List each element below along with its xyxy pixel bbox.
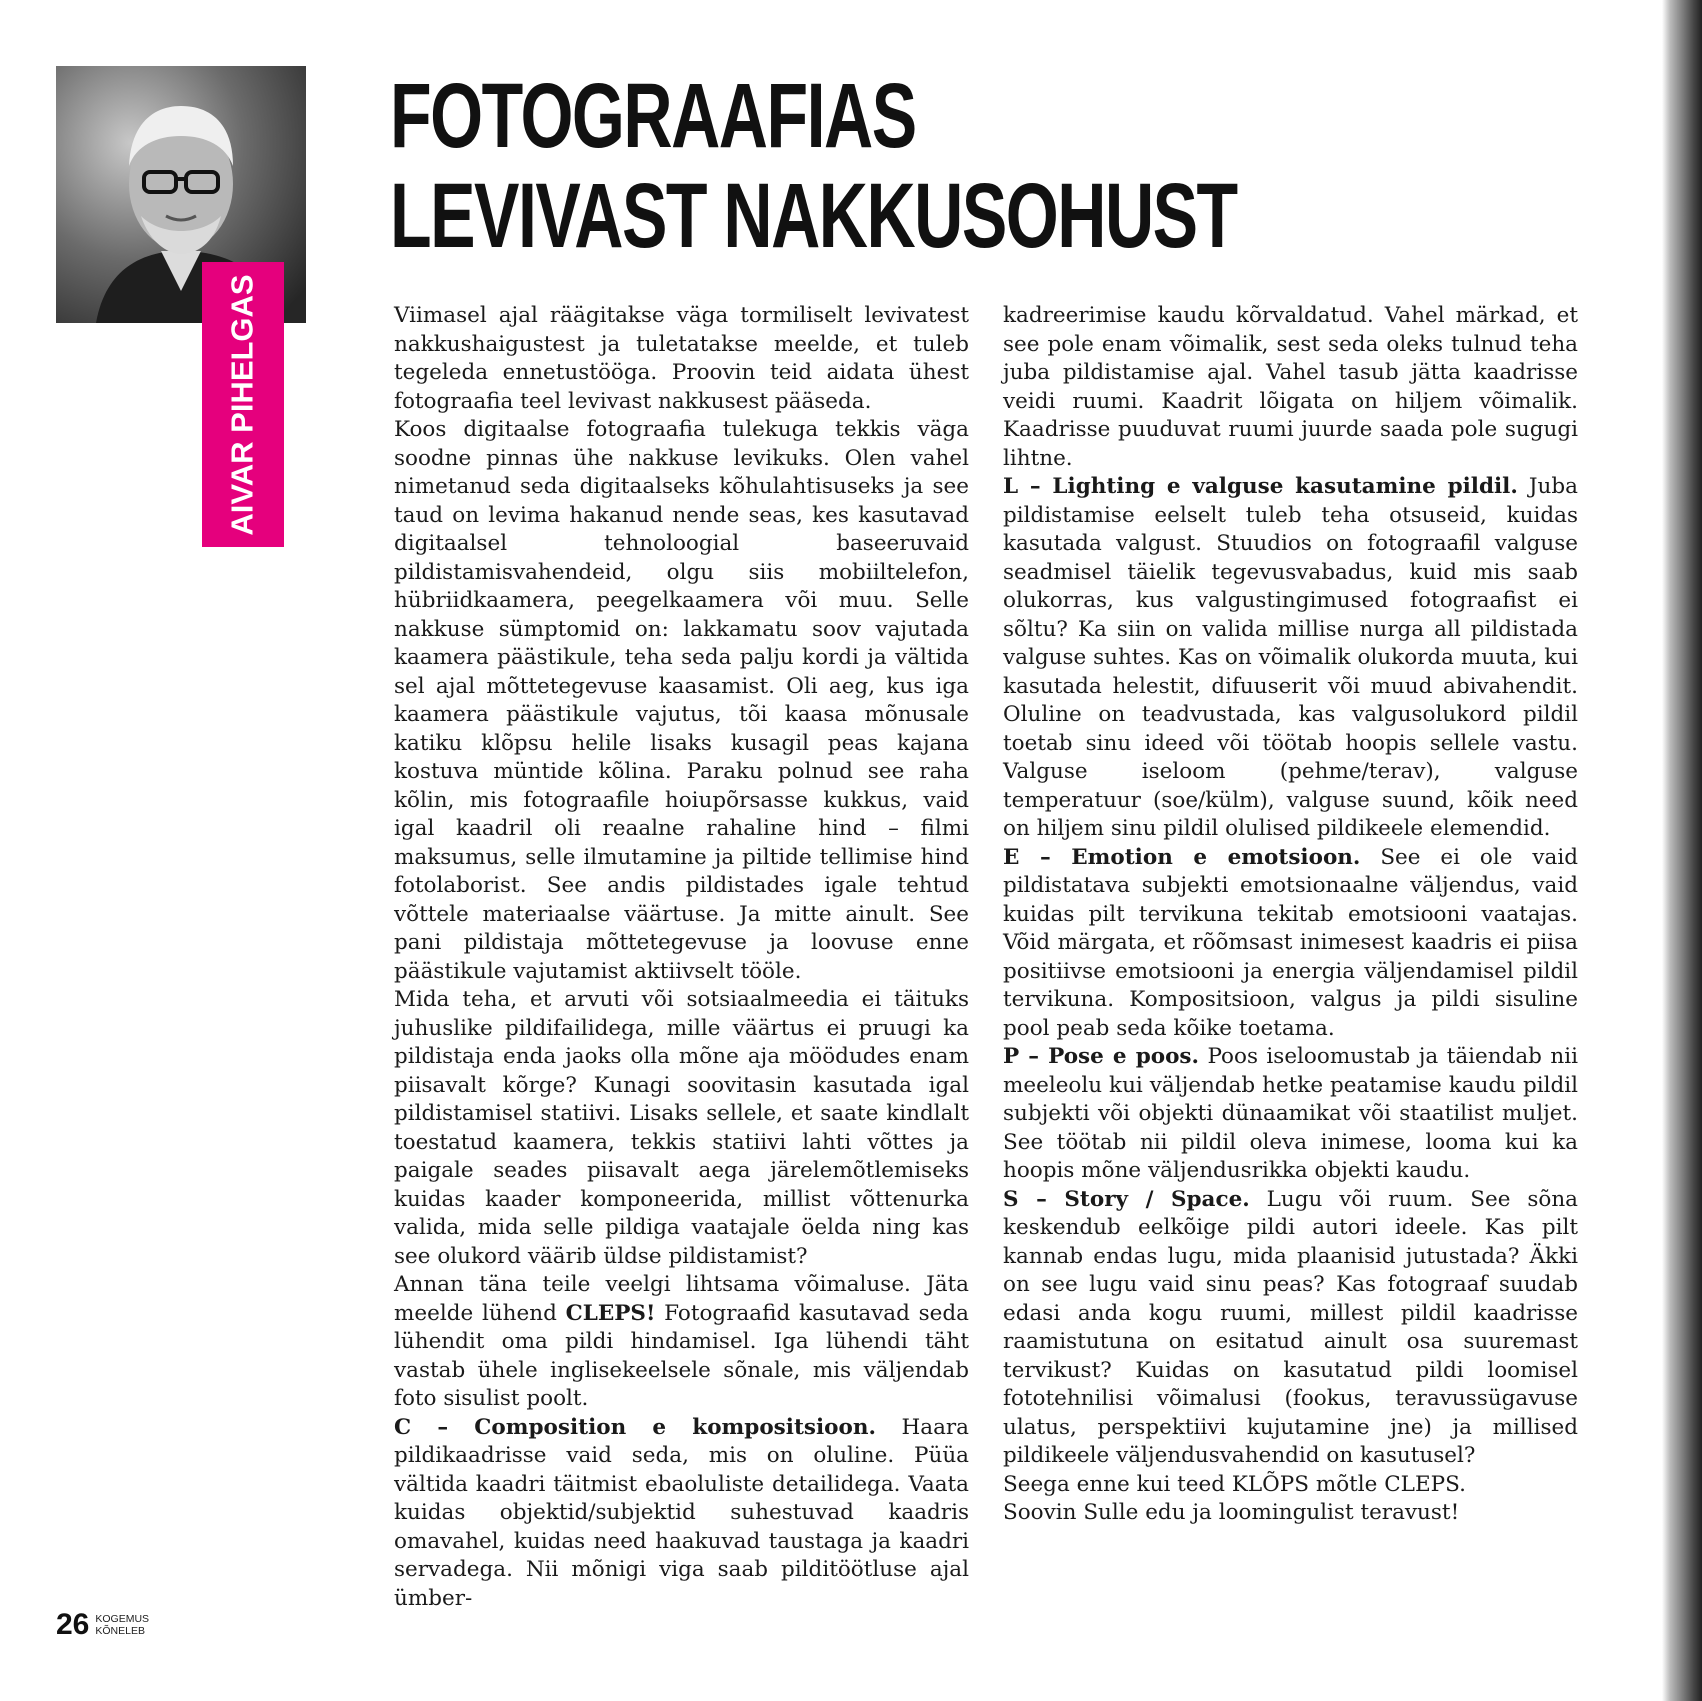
cleps-intro-before: Annan täna teile veelgi lihtsama võimaluse. Jäta meelde lühend: [394, 1272, 969, 1326]
page-footer: [56, 1608, 149, 1642]
story-heading: S – Story / Space.: [1003, 1186, 1250, 1212]
paragraph-emotion: [1003, 844, 1578, 1044]
paragraph-lighting: [1003, 473, 1578, 844]
paragraph-digital: Koos digitaalse fotograafia tulekuga tekkis väga soodne pinnas ühe nakkuse levikuks. Olen vahel nimetanud seda digitaalseks kõhulahtisuseks ja see taud on levima hakanud nende seas, kes kasutavad digitaalsel tehnoloogial baseeruvaid pildistamisvahendeid, olgu siis mobiiltelefon, hübriidkaamera, peegelkaamera või muu. Selle nakkuse sümptomid on: lakkamatu soov vajutada kaamera päästikule, teha seda palju kordi ja vältida sel ajal mõttetegevuse kaasamist. Oli aeg, kus iga kaamera päästikule vajutus, tõi kaasa mõnusale katiku klõpsu helile lisaks kusagil peas kajana kostuva müntide kõlina. Paraku polnud see raha kõlin, mis fotograafile hoiupõrsasse kukkus, vaid igal kaadril oli reaalne rahaline hind – filmi maksumus, selle ilmutamine ja piltide tellimise hind fotolaborist. See andis pildistades igale tehtud võttele materiaalse väärtuse. Ja mitte ainult. See pani pildistaja mõttetegevuse ja loovuse enne päästikule vajutamist aktiivselt tööle.: [394, 417, 969, 984]
cleps-acronym: CLEPS!: [565, 1300, 656, 1326]
magazine-name-line-1: KOGEMUS: [95, 1613, 150, 1625]
emotion-text: See ei ole vaid pildistatava subjekti emotsionaalne väljendus, vaid kuidas pilt tervikuna tekitab emotsiooni vaatajas. Võid märgata, et rõõmsast inimesest kaadris ei piisa positiivse emotsiooni ja energia väljendamisel pildil tervikuna. Kompositsioon, valgus ja pildi sisuline pool peab seda kõike toetama.: [1003, 844, 1578, 1041]
page-number: 26: [56, 1608, 90, 1641]
article-title: [390, 65, 1237, 267]
story-text: Lugu või ruum. See sõna keskendub eelkõige pildi autori ideele. Kas pilt kannab endas lugu, mida plaanisid jutustada? Äkki on see lugu vaid sinu peas? Kas fotograaf suudab edasi anda kogu ruumi, millest pildil kaadrisse raamistutuna on esitatud ainult osa suuremast tervikust? Kuidas on kasutatud pildi loomisel fototehnilisi võimalusi (fookus, teravussügavuse ulatus, perspektiivi kujutamine jne) ja millised pildikeele väljendusvahendid on kasutusel?: [1003, 1186, 1578, 1468]
pose-heading: P – Pose e poos.: [1003, 1044, 1200, 1069]
paragraph-cleps-intro: [394, 1271, 969, 1414]
closing-line-1: Seega enne kui teed KLÕPS mõtle CLEPS.: [1003, 1471, 1466, 1497]
paragraph-tripod: Mida teha, et arvuti või sotsiaalmeedia ei täituks juhuslike pildifailidega, mille väärtus ei pruugi ka pildistaja enda jaoks olla mõne aja möödudes enam piisavalt kõrge? Kunagi soovitasin kasutada igal pildistamisel statiivi. Lisaks sellele, et saate kindlalt toestatud kaamera, tekkis statiivi lahti võttes ja paigale seades piisavalt aega järelemõtlemiseks kuidas kaader komponeerida, millist võttenurka valida, mida selle pildiga vaatajale öelda ning kas see olukord väärib üldse pildistamist?: [394, 987, 969, 1269]
composition-text-left: Haara pildikaadrisse vaid seda, mis on oluline. Püüa vältida kaadri täitmist ebaoluliste detailidega. Vaata kuidas objektid/subjektid suhestuvad kaadris omavahel, kuidas need haakuvad taustaga ja kaadri servadega. Nii mõnigi viga saab pilditöötluse ajal ümber-: [394, 1414, 969, 1611]
title-line-2: LEVIVAST NAKKUSOHUST: [390, 165, 1237, 267]
adjacent-page-edge: [1662, 0, 1702, 1701]
emotion-heading: E – Emotion e emotsioon.: [1003, 844, 1361, 870]
paragraph-composition-cont: kadreerimise kaudu kõrvaldatud. Vahel märkad, et see pole enam võimalik, sest seda oleks tulnud teha juba pildistamise ajal. Vahel tasub jätta kaadrisse veidi ruumi. Kaadrit lõigata on hiljem võimalik. Kaadrisse puuduvat ruumi juurde saada pole sugugi lihtne.: [1003, 303, 1578, 471]
magazine-name-line-2: KÕNELEB: [95, 1625, 145, 1637]
title-line-1: FOTOGRAAFIAS: [390, 65, 916, 167]
left-column: [394, 302, 969, 1613]
pose-text: Poos iseloomustab ja täiendab nii meeleolu kui väljendab hetke peatamise kaudu pildil subjekti või objekti dünaamikat või staatilist muljet. See töötab nii pildil oleva inimese, looma kui ka hoopis mõne väljendusrikka objekti kaudu.: [1003, 1044, 1578, 1183]
lighting-heading: L – Lighting e valguse kasutamine pildil.: [1003, 474, 1518, 499]
closing-line-2: Soovin Sulle edu ja loomingulist teravust!: [1003, 1500, 1460, 1525]
right-column: [1003, 302, 1578, 1528]
paragraph-story: [1003, 1186, 1578, 1471]
author-name-bar: [202, 262, 284, 547]
cleps-intro-after: Fotograafid kasutavad seda lühendit oma pildi hindamisel. Iga lühendi täht vastab ühele inglisekeelsele sõnale, mis väljendab foto sisulist poolt.: [394, 1300, 969, 1411]
composition-heading: C – Composition e kompositsioon.: [394, 1414, 876, 1440]
magazine-name: [95, 1613, 149, 1637]
paragraph-composition: [394, 1414, 969, 1614]
paragraph-intro: Viimasel ajal räägitakse väga tormiliselt levivatest nakkushaigustest ja tuletatakse meelde, et tuleb tegeleda ennetustööga. Proovin teid aidata ühest fotograafia teel levivast nakkusest pääseda.: [394, 303, 969, 414]
paragraph-pose: [1003, 1043, 1578, 1186]
lighting-text: Juba pildistamise eelselt tuleb teha otsuseid, kuidas kasutada valgust. Stuudios on fotograafil valguse seadmisel täielik tegevusvabadus, kuid mis saab olukorras, kus valgustingimused fotograafist ei sõltu? Ka siin on valida millise nurga all pildistada valguse suhtes. Kas on võimalik olukorda muuta, kui kasutada helestit, difuuserit või muud abivahendit. Oluline on teadvustada, kas valgusolukord pildil toetab sinu ideed või töötab hoopis sellele vastu. Valguse iseloom (pehme/terav), valguse temperatuur (soe/külm), valguse suund, kõik need on hiljem sinu pildil olulised pildikeele elemendid.: [1003, 474, 1578, 841]
author-name: AIVAR PIHELGAS: [225, 273, 261, 536]
